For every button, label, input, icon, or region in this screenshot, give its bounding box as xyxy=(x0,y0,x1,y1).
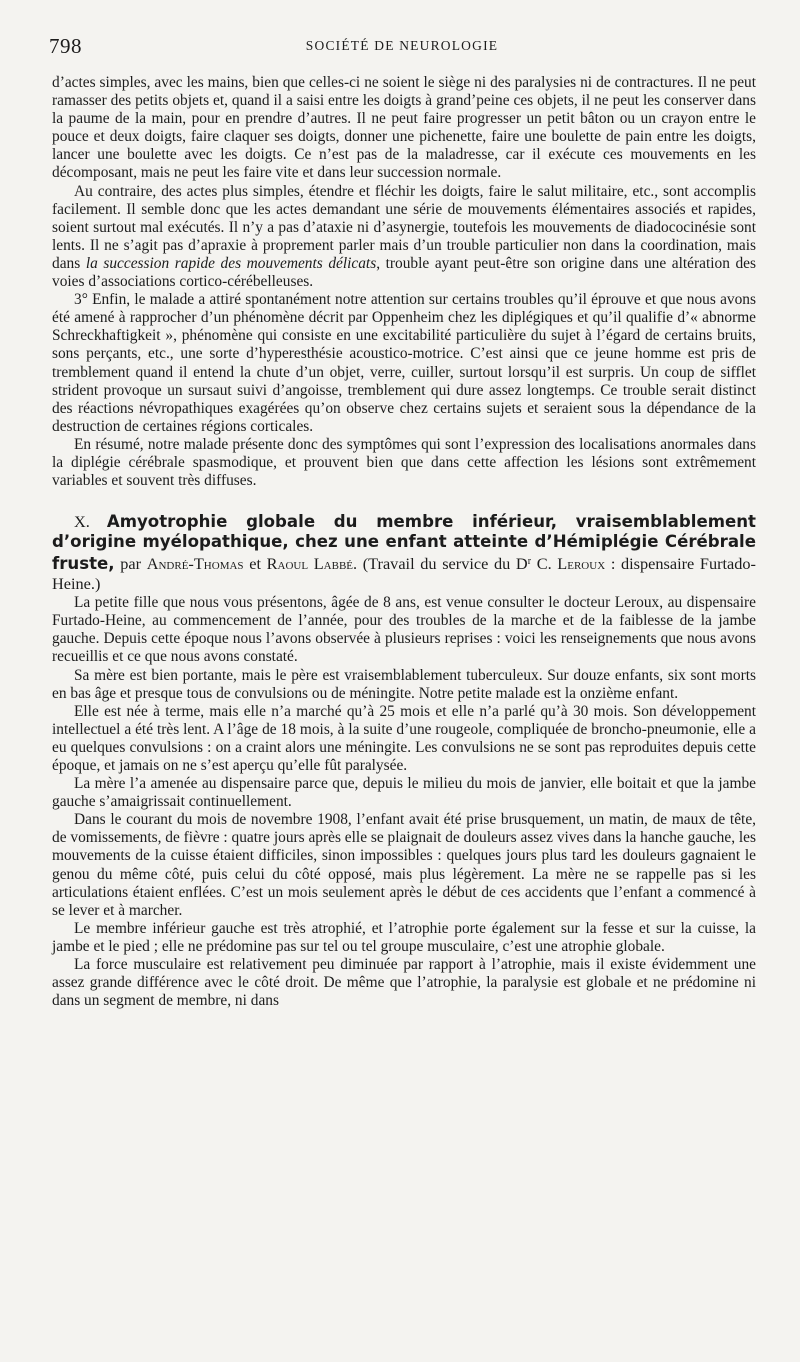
paragraph: En résumé, notre malade présente donc des symptômes qui sont l’expression des localisations anormales dans la diplégie cérébrale spasmodique, et prouvent bien que dans cette affection les lésions sont extrêmement variables et souvent très diffuses. xyxy=(52,435,756,490)
paragraph: Dans le courant du mois de novembre 1908, l’enfant avait été prise brusquement, un matin, de maux de tête, de vomissements, de fièvre : quatre jours après elle se plaignait de douleurs assez vives dans la hanche gauche, les mouvements de la cuisse étaient difficiles, sinon impossibles : quelques jours plus tard les douleurs gagnaient le genou du même côté, puis celui du côté opposé, mais plus légèrement. La mère ne se rappelle pas si les articulations étaient enflées. C’est un mois seulement après le début de ces accidents que l’enfant a commencé à se lever et à marcher. xyxy=(52,811,756,919)
paragraph-text: Au contraire, des actes plus simples, étendre et fléchir les doigts, faire le salut militaire, etc., sont accomplis facilement. Il semble donc que les actes demandant une série de mouvements élémentaires associés et rapides, soient surtout mal exécutés. Il n’y a pas d’ataxie ni d’asynergie, toutefois les mouvements de diadococinésie sont lents. Il ne s’agit pas d’apraxie à proprement parler mais d’un trouble particulier non dans la coordination, mais dans xyxy=(52,182,756,272)
paragraph: Elle est née à terme, mais elle n’a marché qu’à 25 mois et elle n’a parlé qu’à 30 mois. Son développement intellectuel a été très lent. A l’âge de 18 mois, à la suite d’une rougeole, compliquée de broncho-pneumonie, elle a eu quelques convulsions : on a craint alors une méningite. Les convulsions ne se sont pas reproduites depuis cette époque, et jamais on ne s’est aperçu qu’elle fût paralysée. xyxy=(52,702,756,774)
paragraph: La petite fille que nous vous présentons, âgée de 8 ans, est venue consulter le docteur Leroux, au dispensaire Furtado-Heine, au commencement de l’année, pour des troubles de la marche et de la faiblesse de la jambe gauche. Depuis cette époque nous l’avons observée à plusieurs reprises : voici les renseignements que nous avons recueillis et ce que nous avons constaté. xyxy=(52,594,756,666)
paragraph: d’actes simples, avec les mains, bien que celles-ci ne soient le siège ni des paralysies ni de contractures. Il ne peut ramasser des petits objets et, quand il a saisi entre les doigts à grand’peine ces objets, il ne peut les conserver dans la paume de la main, pour en prendre d’autres. Il ne peut faire progresser un petit bâton ou un crayon entre le pouce et deux doigts, faire claquer ses doigts, donner une pichenette, faire une boulette de pain entre les doigts, lancer une boulette avec les doigts. Ce n’est pas de la maladresse, car il exécute ces mouvements en les décomposant, mais ne peut les faire vite et dans leur succession normale. xyxy=(52,74,756,182)
section-title-bold: Amyotrophie globale du membre inférieur, vraisemblablement d’origine myélopathique, chez une enfant atteinte d’Hémiplégie Cérébrale fruste, xyxy=(52,512,756,574)
section-gap xyxy=(52,490,756,512)
page-number: 798 xyxy=(49,34,82,58)
and-word: et xyxy=(249,554,261,574)
page-header xyxy=(49,34,755,58)
italic-phrase: la succession rapide des mouvements délicats xyxy=(85,254,377,272)
paragraph: Sa mère est bien portante, mais le père est vraisemblablement tuberculeux. Sur douze enfants, six sont morts en bas âge et presque tous de convulsions ou de méningite. Notre petite malade est la onzième enfant. xyxy=(52,666,756,702)
section-number: X. xyxy=(74,512,90,532)
paragraph-text: , trouble ayant peut-être son origine dans une altération des voies d’associations cortico-cérébelleuses. xyxy=(52,254,757,291)
paragraph xyxy=(52,183,756,292)
paragraph: La mère l’a amenée au dispensaire parce que, depuis le milieu du mois de janvier, elle boitait et que la jambe gauche s’amaigrissait continuellement. xyxy=(52,775,756,811)
running-head: SOCIÉTÉ DE NEUROLOGIE xyxy=(305,38,499,53)
paragraph: 3° Enfin, le malade a attiré spontanément notre attention sur certains troubles qu’il éprouve et que nous avons été amené à rapprocher d’un phénomène décrit par Oppenheim chez les diplégiques et qu’il qualifie d’« abnorme Schreckhaftigkeit », phénomène qui consiste en une excitabilité particulière du sujet à l’égard de certains bruits, sons perçants, etc., une sorte d’hyperesthésie acoustico-motrice. C’est ainsi que ce jeune homme est pris de tremblement quand il entend la chute d’un objet, verre, cuiller, surtout lorsqu’il est surpris. Un coup de sifflet strident provoque un sursaut suivi d’angoisse, tremblement qui dure assez longtemps. Ce trouble serait distinct des réactions névropathiques exagérées qu’on observe chez certains sujets et seraient sous la dépendance de la destruction de certaines régions corticales. xyxy=(52,291,756,435)
work-note: : dispensaire Furtado-Heine.) xyxy=(52,554,756,594)
section-title xyxy=(52,512,756,594)
chief-name: C. Leroux xyxy=(536,554,606,574)
author-name: André-Thomas xyxy=(146,554,244,574)
by-word: par xyxy=(120,554,142,574)
page-body xyxy=(52,74,756,1010)
paragraph: Le membre inférieur gauche est très atrophié, et l’atrophie porte également sur la fesse et sur la cuisse, la jambe et le pied ; elle ne prédomine pas sur tel ou tel groupe musculaire, c’est une atrophie globale. xyxy=(52,919,756,955)
work-note: . (Travail du service du D xyxy=(353,554,528,574)
author-name: Raoul Labbé xyxy=(266,554,353,574)
paragraph: La force musculaire est relativement peu diminuée par rapport à l’atrophie, mais il existe évidemment une assez grande différence avec le côté droit. De même que l’atrophie, la paralysie est globale et ne prédomine ni dans un segment de membre, ni dans xyxy=(52,956,756,1010)
dr-superscript: r xyxy=(527,556,532,568)
